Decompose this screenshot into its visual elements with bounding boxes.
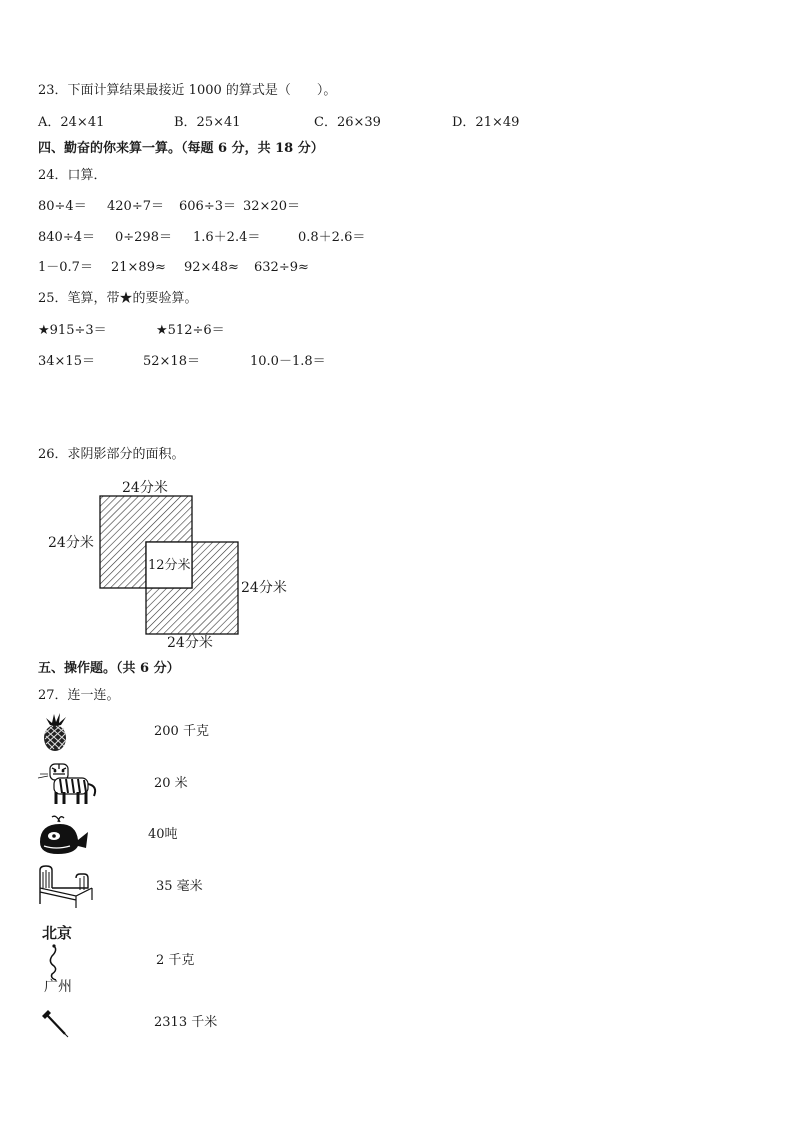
label-center: 12分米 [148,558,191,573]
label-left: 24分米 [48,535,94,551]
value-label[interactable]: 35 毫米 [156,879,203,894]
q24-item: 1.6＋2.4＝ [193,230,261,245]
q24-item: 0.8＋2.6＝ [298,230,366,245]
q24-item: 606÷3＝ [179,199,236,214]
whale-icon[interactable] [36,812,92,856]
label-bottom: 24分米 [167,635,213,651]
q23-option-b[interactable]: B．25×41 [174,115,241,130]
q24-item: 420÷7＝ [107,199,164,214]
label-right: 24分米 [241,580,287,596]
q24-item: 1－0.7＝ [38,260,93,275]
value-label[interactable]: 2 千克 [156,953,195,968]
value-label[interactable]: 20 米 [154,776,188,791]
q26-title: 26．求阴影部分的面积。 [38,447,185,462]
q25-item: ★915÷3＝ [38,323,107,338]
q25-item: 52×18＝ [143,354,200,369]
q24-item: 80÷4＝ [38,199,87,214]
q25-title: 25．笔算，带★的要验算。 [38,291,198,306]
section5-title: 五、操作题。（共 6 分） [38,661,180,676]
q24-item: 92×48≈ [184,260,239,275]
route-map-icon[interactable] [40,944,80,982]
nail-icon[interactable] [38,1008,72,1038]
q25-item: 10.0－1.8＝ [250,354,326,369]
q25-item: ★512÷6＝ [156,323,225,338]
section4-title: 四、勤奋的你来算一算。（每题 6 分，共 18 分） [38,141,324,156]
tiger-icon[interactable] [36,760,102,808]
q23-question: 23．下面计算结果最接近 1000 的算式是（ ）。 [38,83,337,98]
value-label[interactable]: 200 千克 [154,724,209,739]
q23-option-a[interactable]: A．24×41 [38,115,105,130]
q27-title: 27．连一连。 [38,688,120,703]
value-label[interactable]: 40吨 [148,827,178,842]
map-label-guangzhou: 广州 [44,979,72,995]
q25-item: 34×15＝ [38,354,95,369]
value-label[interactable]: 2313 千米 [154,1015,218,1030]
q24-item: 0÷298＝ [115,230,172,245]
q24-item: 840÷4＝ [38,230,95,245]
label-top: 24分米 [122,480,168,496]
map-label-beijing: 北京 [42,924,73,942]
bed-icon[interactable] [36,864,94,910]
q24-title: 24．口算． [38,168,107,183]
q24-item: 632÷9≈ [254,260,309,275]
q24-item: 21×89≈ [111,260,166,275]
pineapple-icon[interactable] [36,712,76,752]
q23-option-c[interactable]: C．26×39 [314,115,381,130]
q24-item: 32×20＝ [243,199,300,214]
q23-option-d[interactable]: D．21×49 [452,115,520,130]
